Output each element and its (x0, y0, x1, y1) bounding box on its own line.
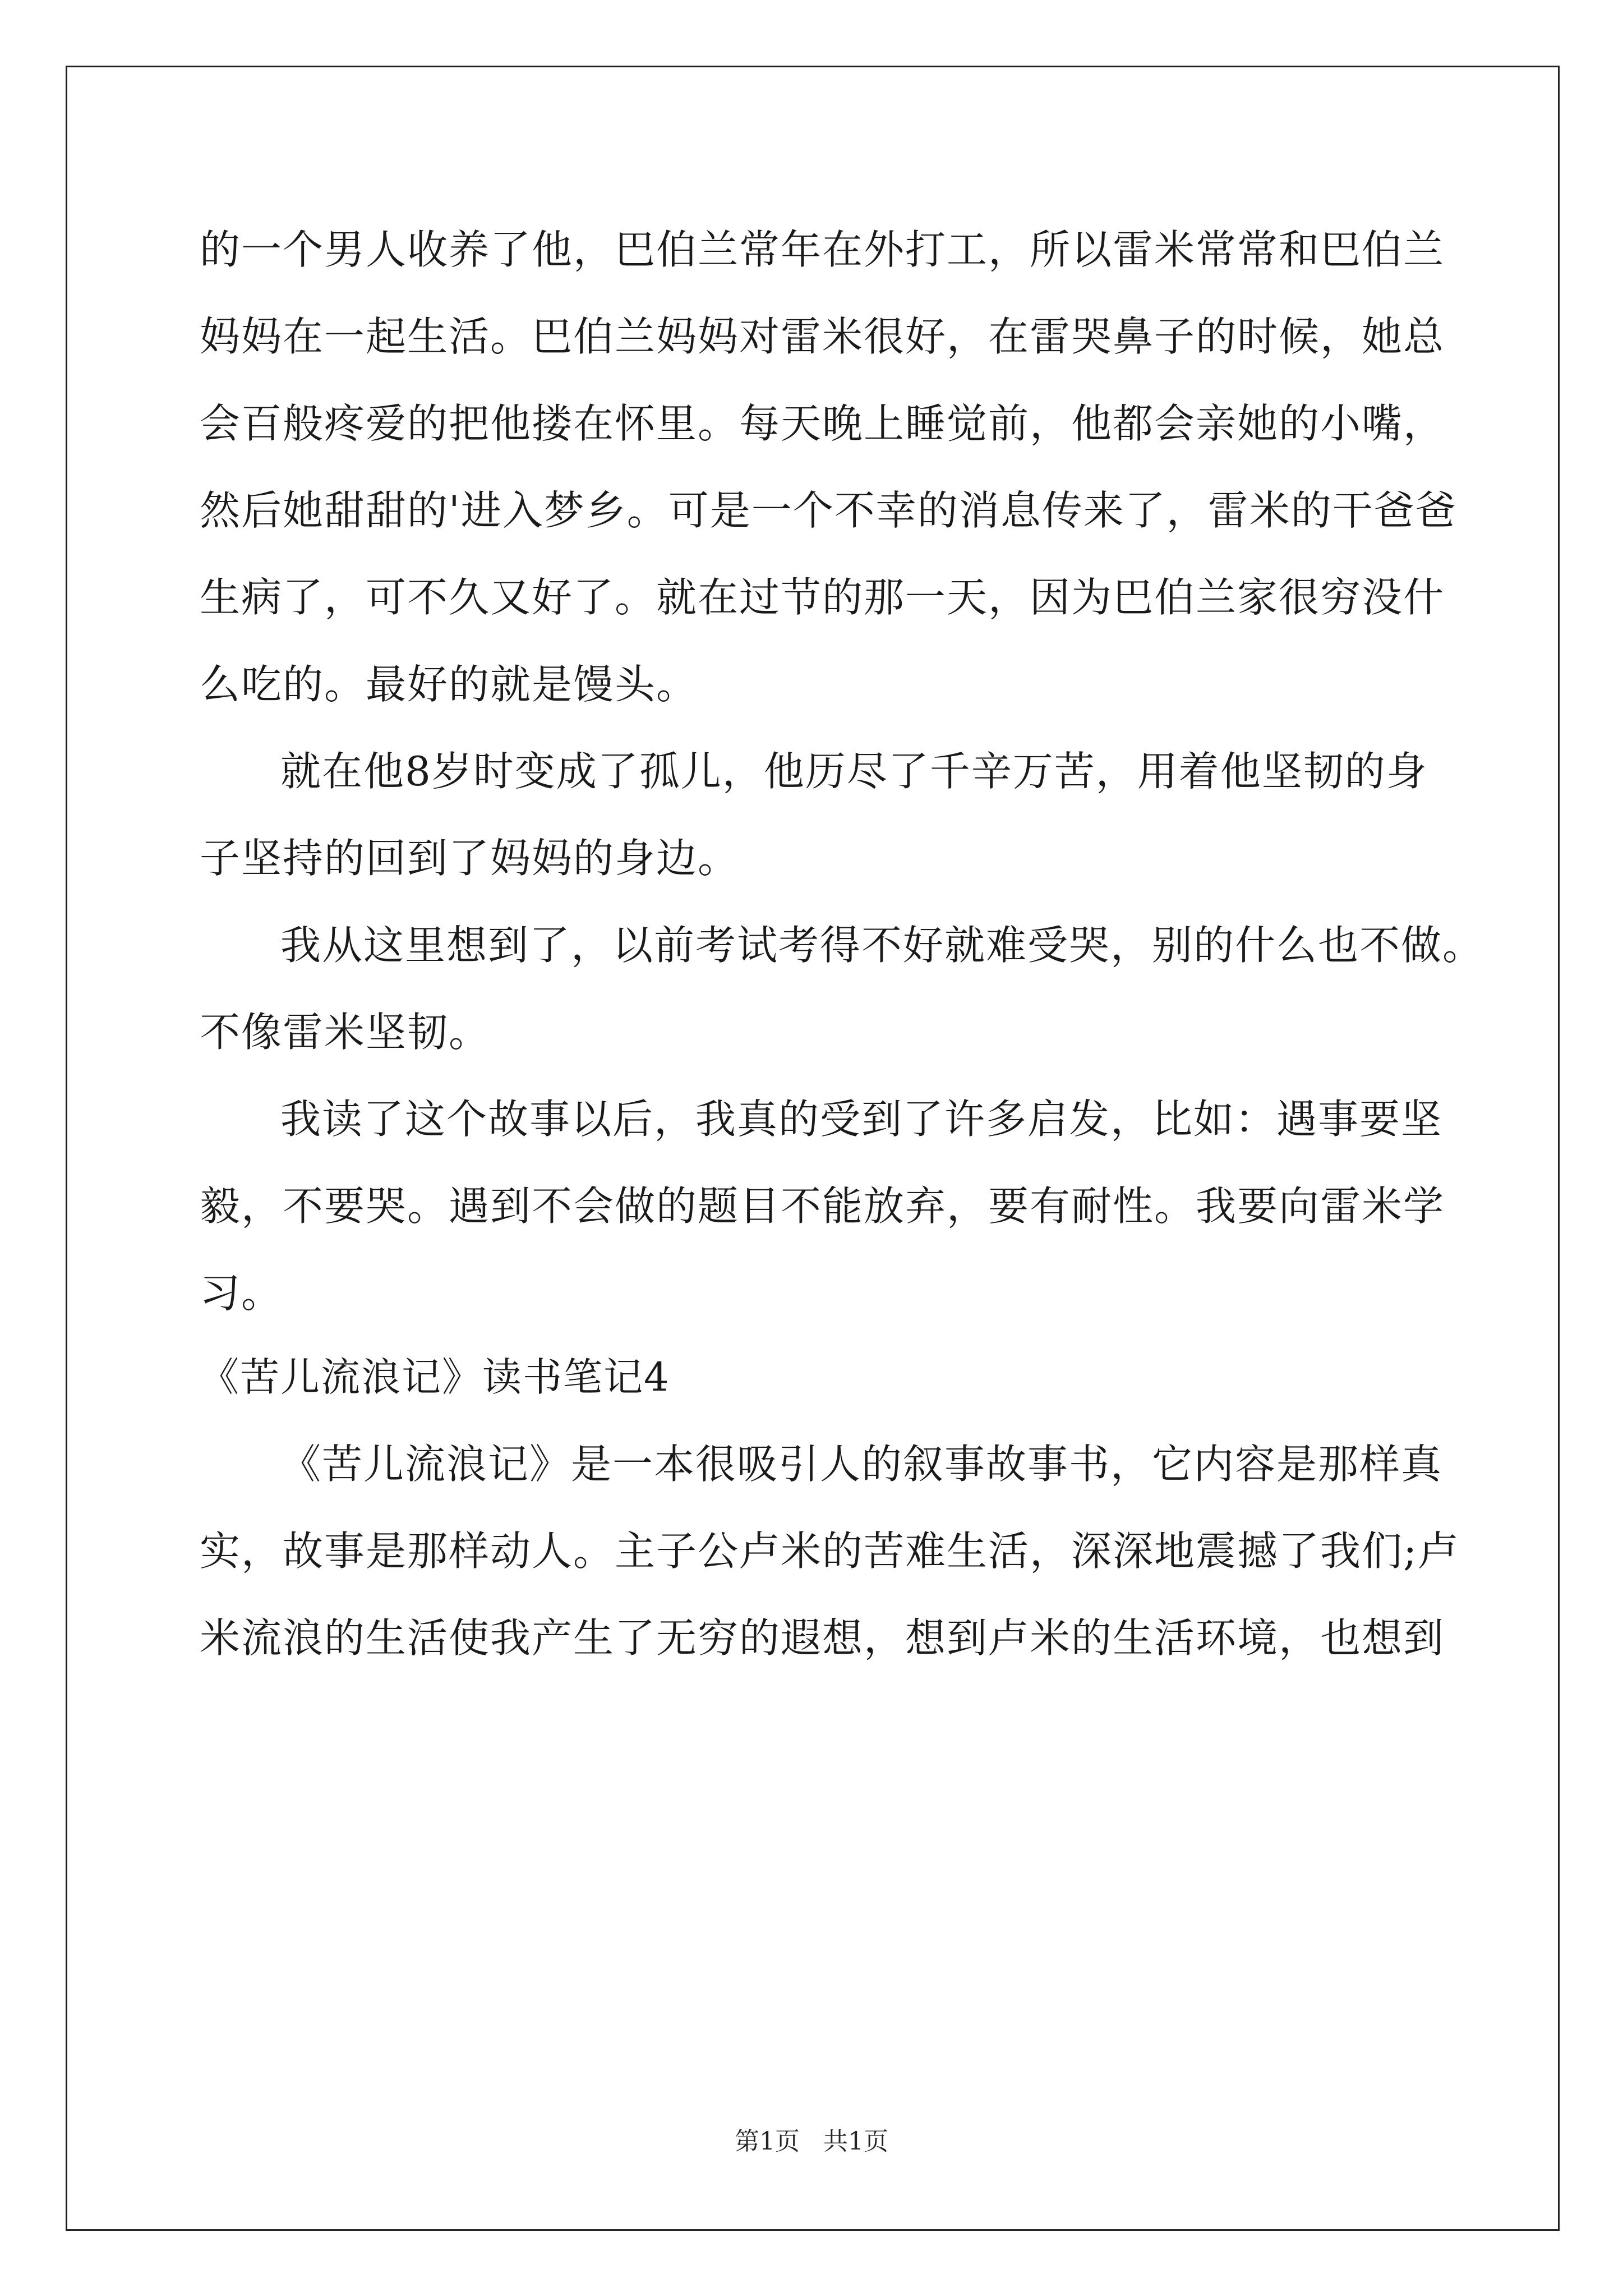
paragraph-first-line: 就在他8岁时变成了孤儿，他历尽了千辛万苦，用着他坚韧的身 (280, 748, 1428, 795)
page-number-footer: 第1页 共1页 (735, 2127, 888, 2156)
text-line: 子坚持的回到了妈妈的身边。 (200, 835, 740, 882)
text-line: 会百般疼爱的把他搂在怀里。每天晚上睡觉前，他都会亲她的小嘴， (200, 400, 1445, 447)
text-line: 生病了，可不久又好了。就在过节的那一天，因为巴伯兰家很穷没什 (200, 574, 1445, 621)
text-line: 然后她甜甜的'进入梦乡。可是一个不幸的消息传来了，雷米的干爸爸 (200, 487, 1457, 534)
paragraph-first-line: 《苦儿流浪记》是一本很吸引人的叙事故事书，它内容是那样真 (280, 1441, 1443, 1488)
text-line: 习。 (200, 1269, 283, 1317)
text-line: 不像雷米坚韧。 (200, 1009, 491, 1056)
text-line: 米流浪的生活使我产生了无穷的遐想，想到卢米的生活环境，也想到 (200, 1614, 1445, 1662)
paragraph-first-line: 我读了这个故事以后，我真的受到了许多启发，比如：遇事要坚 (280, 1096, 1443, 1143)
text-line: 妈妈在一起生活。巴伯兰妈妈对雷米很好，在雷哭鼻子的时候，她总 (200, 313, 1445, 360)
section-heading: 《苦儿流浪记》读书笔记4 (200, 1354, 670, 1400)
text-line: 的一个男人收养了他，巴伯兰常年在外打工，所以雷米常常和巴伯兰 (200, 226, 1445, 273)
page-border (66, 66, 1560, 2231)
text-line: 么吃的。最好的就是馒头。 (200, 661, 698, 708)
text-line: 实，故事是那样动人。主子公卢米的苦难生活，深深地震撼了我们;卢 (200, 1527, 1460, 1575)
text-line: 毅，不要哭。遇到不会做的题目不能放弃，要有耐性。我要向雷米学 (200, 1182, 1445, 1230)
paragraph-first-line: 我从这里想到了，以前考试考得不好就难受哭，别的什么也不做。 (280, 922, 1484, 969)
